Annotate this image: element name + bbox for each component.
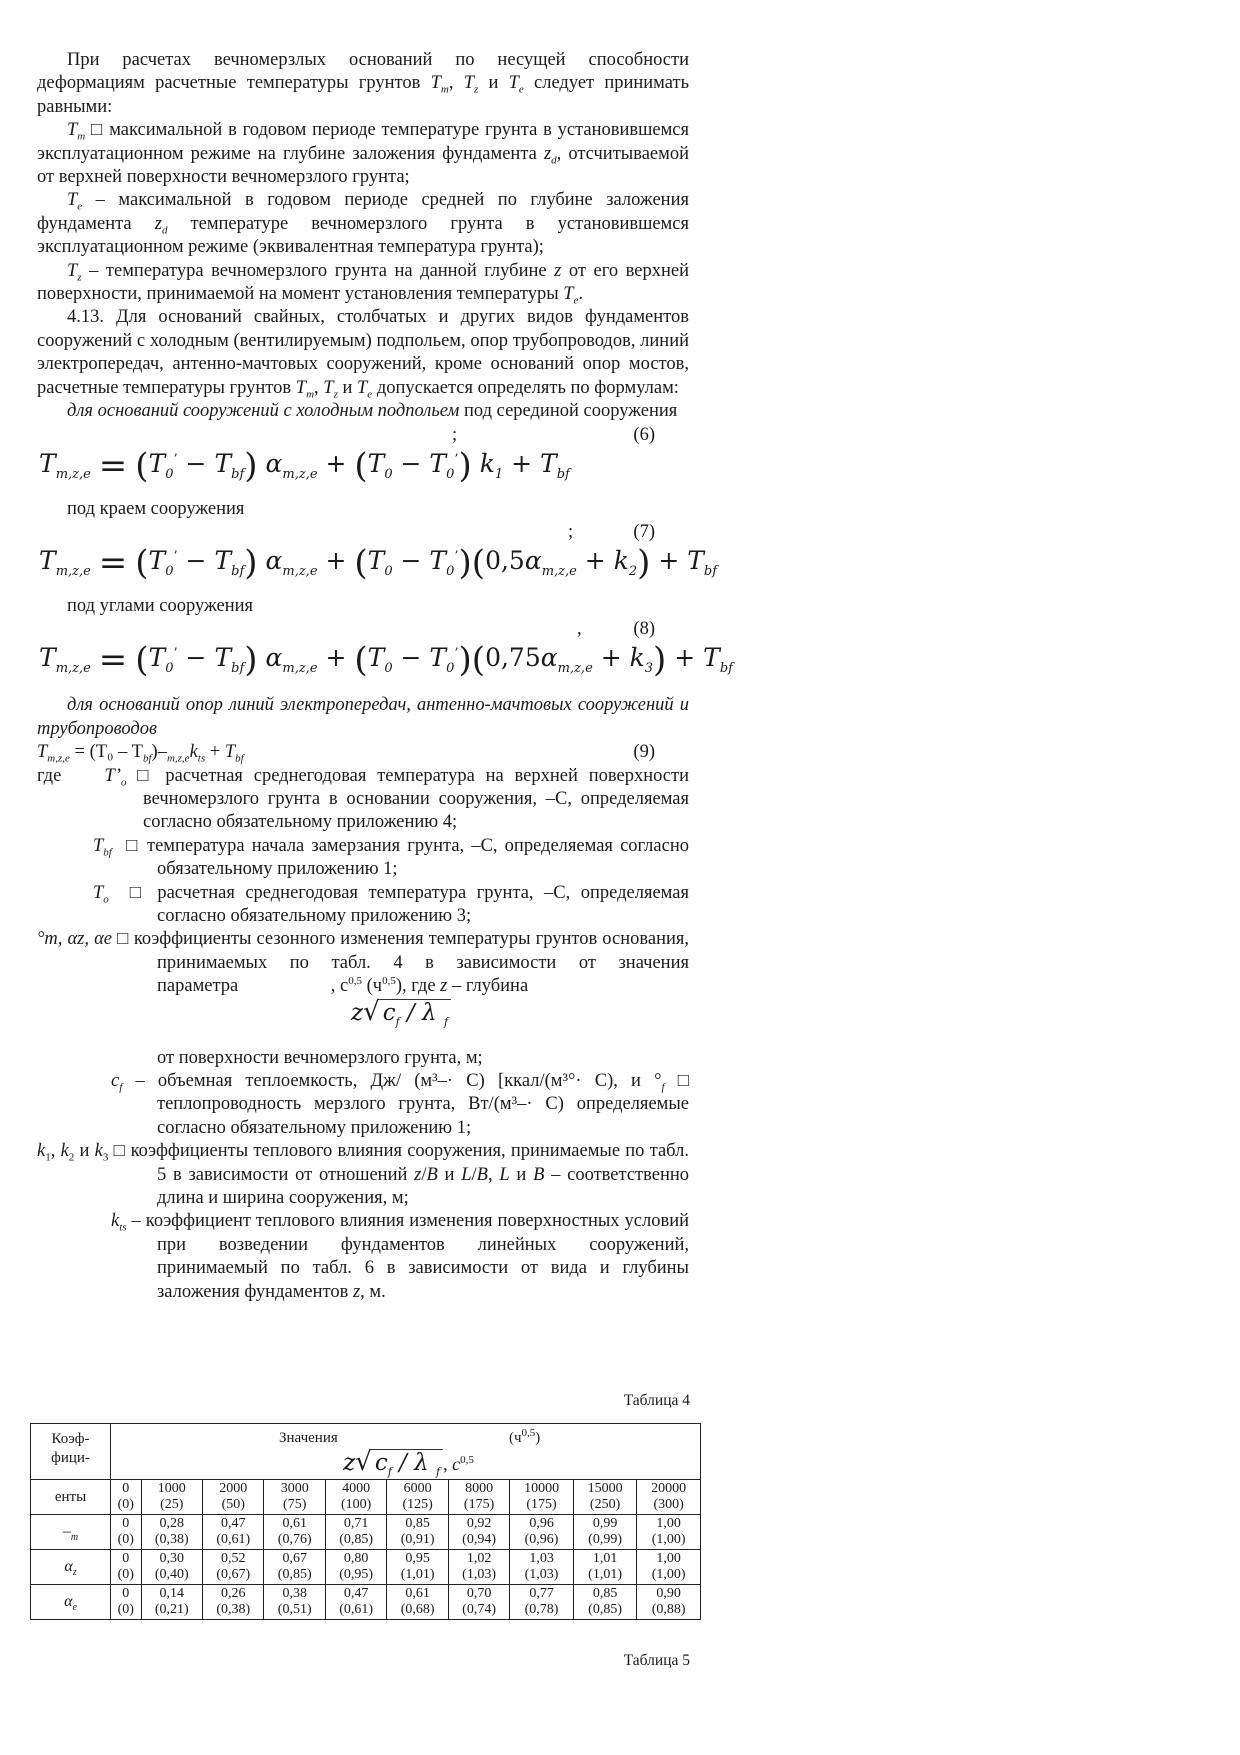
- table-cell: 0,80 (0,95): [325, 1550, 386, 1585]
- table-cell: 0,47 (0,61): [203, 1515, 264, 1550]
- table-4: [30, 1423, 701, 1620]
- table-cell: 0,26 (0,38): [203, 1585, 264, 1620]
- table-cell: 0,77 (0,78): [510, 1585, 574, 1620]
- column-header: 8000 (175): [448, 1480, 509, 1515]
- column-header: 10000 (175): [510, 1480, 574, 1515]
- definition-z: от поверхности вечномерзлого грунта, м;: [157, 1047, 483, 1068]
- column-header: 1000 (25): [141, 1480, 202, 1515]
- column-header: 3000 (75): [264, 1480, 325, 1515]
- table-cell: 1,03 (1,03): [510, 1550, 574, 1585]
- table-cell: 1,02 (1,03): [448, 1550, 509, 1585]
- definition-kts: $k_{ts}$ – коэффициент теплового влияния изменения поверхностных условий при возведении фундаментов линейных сооружений, принимаемый по табл. 6 в зависимости от вида и глубины заложения фундаментов z, м.: [111, 1211, 689, 1302]
- definition-t0: $T_o$ □ расчетная среднегодовая температура грунта, –С, определяемая согласно обязательному приложению 3;: [93, 882, 689, 926]
- formula-7: ; (7) $T_{m,z,e} = (T_0^’ - T_{bf}) \alpha_{m,z,e} + (T_0 - T_0^’)(0,5\alpha_{m,z,e} + k_2) + T_{bf}$: [39, 521, 718, 583]
- table-cell: 0,95 (1,01): [387, 1550, 448, 1585]
- table-cell: 0,70 (0,74): [448, 1585, 509, 1620]
- table-cell: 0,28 (0,38): [141, 1515, 202, 1550]
- table-cell: 0,30 (0,40): [141, 1550, 202, 1585]
- body-text: [37, 49, 733, 1304]
- header-coefficients-cont: енты: [31, 1480, 111, 1515]
- table-cell: 0,61 (0,68): [387, 1585, 448, 1620]
- paragraph-tm: $T_m$ □ максимальной в годовом периоде температуре грунта в установившемся эксплуатационном режиме на глубине заложения фундамента $z_d$, отсчитываемой от верхней поверхности вечномерзлого грунта;: [37, 120, 689, 188]
- formula-6: ; (6) $T_{m,z,e} = (T_0^’ - T_{bf}) \alpha_{m,z,e} + (T_0 - T_0^’) k_1 + T_{bf}$: [39, 424, 655, 486]
- definition-cf: $c_f$ – объемная теплоемкость, Дж/ (м³–· С) [ккал/(м³°· С), и $^\circ_f$ □ теплопроводность мерзлого грунта, Вт/(м³–· С) определяемые согласно обязательному приложению 1;: [111, 1071, 689, 1138]
- table-cell: 0,90 (0,88): [637, 1585, 701, 1620]
- table-row: [31, 1515, 701, 1550]
- table-cell: 1,01 (1,01): [573, 1550, 637, 1585]
- table-cell: 0,71 (0,85): [325, 1515, 386, 1550]
- row-label: $\alpha_z$: [31, 1550, 111, 1585]
- table5-caption: Таблица 5: [623, 1652, 690, 1669]
- label-under-corner: под углами сооружения: [67, 595, 254, 616]
- table-cell: 0 (0): [111, 1515, 142, 1550]
- paragraph-lines: для оснований опор линий электропередач, антенно-мачтовых сооружений и трубопроводов: [37, 695, 689, 739]
- table-cell: 1,00 (1,00): [637, 1515, 701, 1550]
- table-cell: 0,67 (0,85): [264, 1550, 325, 1585]
- table-cell: 0,85 (0,91): [387, 1515, 448, 1550]
- paragraph-tz: $T_z$ – температура вечномерзлого грунта на данной глубине z от его верхней поверхности, принимаемой на момент установления температуры $T_e$.: [37, 260, 690, 307]
- table-cell: 0 (0): [111, 1585, 142, 1620]
- table4-caption: Таблица 4: [623, 1392, 690, 1409]
- table-header-row: [31, 1424, 701, 1480]
- paragraph-cold-underfloor: для оснований сооружений с холодным подпольем под серединой сооружения: [67, 401, 678, 422]
- table-row: [31, 1585, 701, 1620]
- formula-9: $T_{m,z,e} = (T_0 - T_{bf})-_{m,z,e}k_{ts} + T_{bf}$ (9): [37, 742, 655, 765]
- paragraph-te: $T_e$ – максимальной в годовом периоде средней по глубине заложения фундамента $z_d$ температуре вечномерзлого грунта в установившемся эксплуатационном режиме (эквивалентная температура грунта);: [37, 190, 689, 258]
- row-label: $-_m$: [31, 1515, 111, 1550]
- column-header: 0 (0): [111, 1480, 142, 1515]
- definition-t0-prime: где $T’_o$ □ расчетная среднегодовая температура на верхней поверхности вечномерзлого грунта в основании сооружения, –С, определяемая согласно обязательному приложению 4;: [37, 765, 689, 833]
- paragraph-intro: При расчетах вечномерзлых оснований по несущей способности деформациям расчетные температуры грунтов $T_m$, $T_z$ и $T_e$ следует принимать равными:: [37, 50, 690, 117]
- column-header: 6000 (125): [387, 1480, 448, 1515]
- header-coefficients: Коэф-фици-: [31, 1424, 111, 1480]
- column-header: 15000 (250): [573, 1480, 637, 1515]
- table-cell: 0,14 (0,21): [141, 1585, 202, 1620]
- label-under-edge: под краем сооружения: [67, 498, 245, 519]
- table-cell: 0 (0): [111, 1550, 142, 1585]
- column-header: 4000 (100): [325, 1480, 386, 1515]
- header-values: Значения $(ч^{0,5})$ z√ $c_f$ / λ $_f$ , $c^{0,5}$: [111, 1424, 701, 1480]
- table-cell: 0,61 (0,76): [264, 1515, 325, 1550]
- column-header: 2000 (50): [203, 1480, 264, 1515]
- paragraph-4-13: 4.13. Для оснований свайных, столбчатых и других видов фундаментов сооружений с холодным (вентилируемым) подпольем, опор трубопроводов, линий электропередач, антенно-мачтовых сооружений, кроме оснований опор мостов, расчетные температуры грунтов $T_m$, $T_z$ и $T_e$ допускается определять по формулам:: [37, 307, 689, 401]
- definition-alpha: °m, αz, αe □ коэффициенты сезонного изменения температуры грунтов основания, принимаемых по табл. 4 в зависимости от значения параметра , $с^{0,5}$ $(ч^{0,5})$, где z – глубина: [37, 929, 689, 997]
- table-cell: 0,96 (0,96): [510, 1515, 574, 1550]
- table-cell: 1,00 (1,00): [637, 1550, 701, 1585]
- table-column-row: [31, 1480, 701, 1515]
- table-cell: 0,38 (0,51): [264, 1585, 325, 1620]
- table-cell: 0,52 (0,67): [203, 1550, 264, 1585]
- table-cell: 0,92 (0,94): [448, 1515, 509, 1550]
- formula-8: , (8) $T_{m,z,e} = (T_0^’ - T_{bf}) \alpha_{m,z,e} + (T_0 - T_0^’)(0,75\alpha_{m,z,e} + k_3) + T_{bf}$: [39, 619, 733, 681]
- table-cell: 0,47 (0,61): [325, 1585, 386, 1620]
- table-row: [31, 1550, 701, 1585]
- table-cell: 0,99 (0,99): [573, 1515, 637, 1550]
- table-cell: 0,85 (0,85): [573, 1585, 637, 1620]
- definition-k: $k_1$, $k_2$ и $k_3$ □ коэффициенты теплового влияния сооружения, принимаемые по табл. 5 в зависимости от отношений z/B и L/B, L и B – соответственно длина и ширина сооружения, м;: [37, 1141, 690, 1209]
- row-label: $\alpha_e$: [31, 1585, 111, 1620]
- parameter-expression: z√ $c_f$ / λ $_f$: [37, 999, 689, 1047]
- definition-tbf: $T_{bf}$ □ температура начала замерзания грунта, –С, определяемая согласно обязательному приложению 1;: [93, 835, 689, 880]
- column-header: 20000 (300): [637, 1480, 701, 1515]
